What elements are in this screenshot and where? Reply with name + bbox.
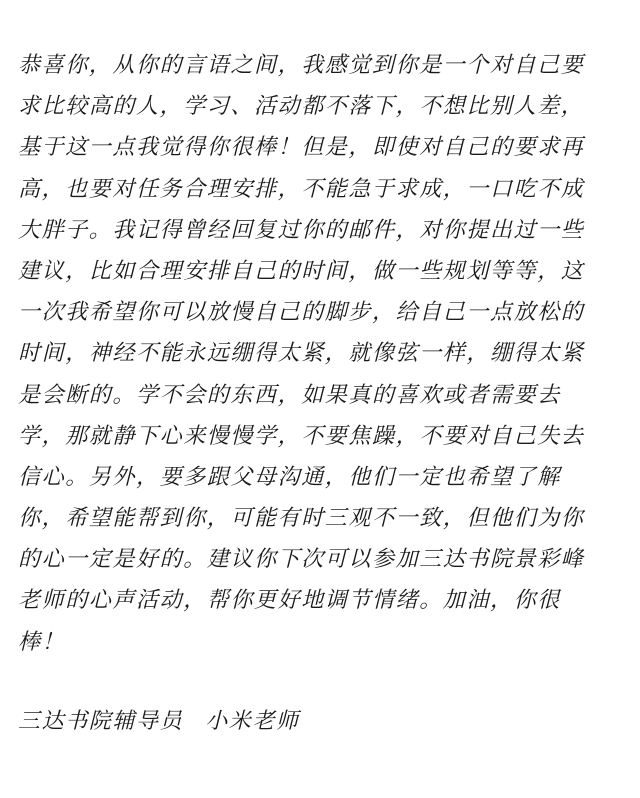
letter-line: 建议，比如合理安排自己的时间，做一些规划等等，这 [18,258,585,284]
letter-line: 学，那就静下心来慢慢学，不要焦躁，不要对自己失去 [18,423,585,449]
letter-line: 老师的心声活动，帮你更好地调节情绪。加油，你很 [18,588,561,614]
letter-line: 是会断的。学不会的东西，如果真的喜欢或者需要去 [18,382,561,408]
signature-name: 小米老师 [205,709,300,734]
letter-line: 一次我希望你可以放慢自己的脚步，给自己一点放松的 [18,300,585,326]
letter-line: 高，也要对任务合理安排，不能急于求成，一口吃不成 [18,176,585,202]
letter-line: 信心。另外，要多跟父母沟通，他们一定也希望了解 [18,464,561,490]
letter-body [18,45,622,663]
letter-line: 你，希望能帮到你，可能有时三观不一致，但他们为你 [18,506,585,532]
signature [18,700,300,744]
letter-line: 时间，神经不能永远绷得太紧，就像弦一样，绷得太紧 [18,341,585,367]
letter-line: 恭喜你，从你的言语之间，我感觉到你是一个对自己要 [18,53,585,78]
letter-line: 基于这一点我觉得你很棒！但是，即使对自己的要求再 [18,135,585,161]
signature-org: 三达书院辅导员 [18,709,184,734]
letter-line: 求比较高的人，学习、活动都不落下，不想比别人差， [18,94,585,120]
letter-line: 棒！ [18,629,66,655]
letter-line: 的心一定是好的。建议你下次可以参加三达书院景彩峰 [18,547,585,573]
letter-line: 大胖子。我记得曾经回复过你的邮件，对你提出过一些 [18,217,585,243]
